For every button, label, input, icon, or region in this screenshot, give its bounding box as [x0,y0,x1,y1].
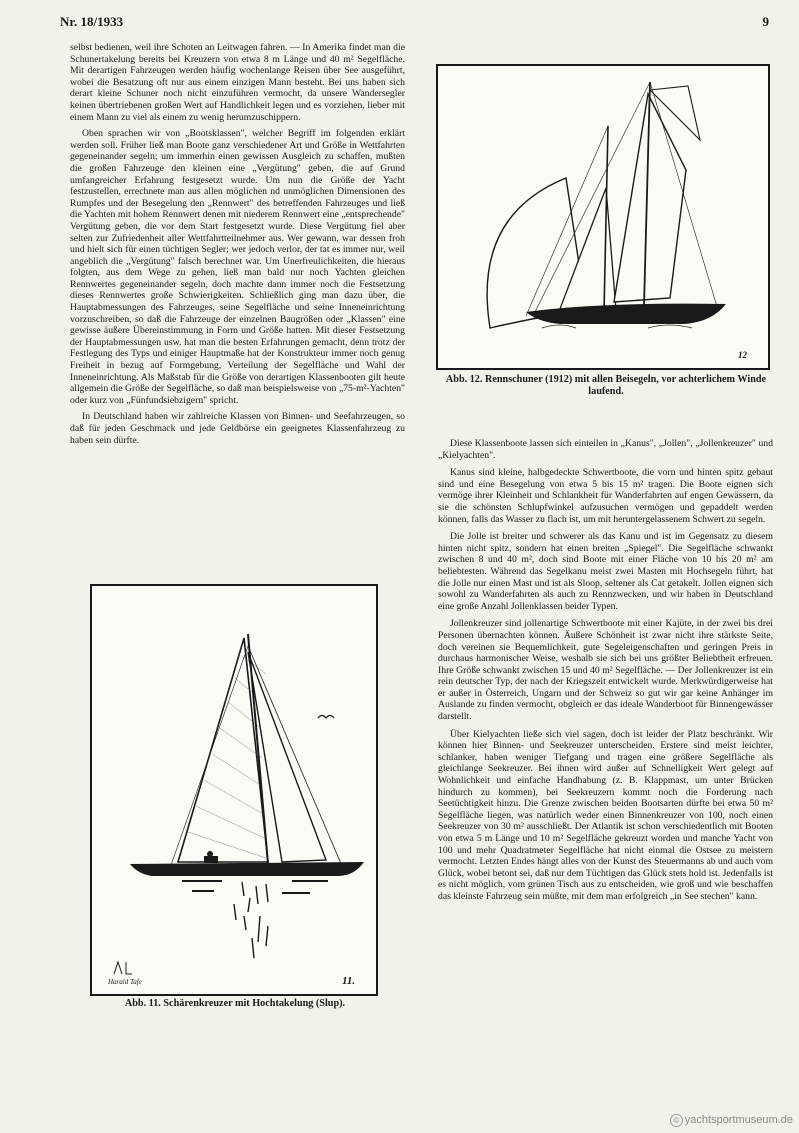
paragraph: In Deutschland haben wir zahlreiche Klassen von Binnen- und Seefahrzeugen, so daß für jeden Geschmack und jede Geldbörse ein geeignetes Klassenfahrzeug zu haben sein dürfte. [70,411,405,446]
left-column [70,42,405,451]
figure-11-caption: Abb. 11. Schärenkreuzer mit Hochtakelung (Slup). [124,998,346,1009]
mainsail [614,94,686,302]
figure-number: 11. [342,975,356,987]
schooner-drawing [438,66,768,368]
page-number: 9 [762,14,769,29]
figure-12-caption: Abb. 12. Rennschuner (1912) mit allen Beisegeln, vor achterlichem Winde laufend. [445,374,767,397]
figure-number: 12 [738,350,747,360]
paragraph: Diese Klassenboote lassen sich einteilen in „Kanus", „Jollen", „Jollenkreuzer" und „Kielyachten". [438,438,773,461]
artist-signature: Harald Tafe [108,978,142,986]
hull [130,862,364,876]
copyright-icon: © [670,1114,683,1127]
figure-12-schooner-illustration [436,64,770,370]
sloop-drawing [92,586,376,994]
artist-signature-mark [114,962,132,974]
paragraph: selbst bedienen, weil ihre Schoten an Leitwagen fahren. — In Amerika findet man die Schunertakelung bereits bei Kreuzern von etwa 8 m Länge und 40 m² Segelfläche. Mit derartigen Fahrzeugen werden häufig wochenlange Reisen über See ausgeführt, wobei die Besatzung oft nur aus einem einzigen Mann besteht. Bei uns haben sich derart kleine Schuner noch nicht einzuführen vermocht, da unsere Wandersegler keinen übertriebenen großen Wert auf Handlichkeit legen und es vorziehen, lieber mit einem Mann zu viel als einem zu wenig herumzuschippern. [70,42,405,123]
paragraph: Jollenkreuzer sind jollenartige Schwertboote mit einer Kajüte, in der zwei bis drei Personen übernachten können. Äußere Schönheit ist zwar nicht ihre stärkste Seite, doch vereinen sie Bequemlichkeit, gute Segeleigenschaften und geringen Preis in durchaus harmonischer Weise, weshalb sie sich bei uns größter Beliebtheit erfreuen. Ihre Größe schwankt zwischen 15 und 40 m² Segelfläche. — Der Jollenkreuzer ist ein rein deutscher Typ, der nach der Kriegszeit entwickelt wurde. Merkwürdigerweise hat er außer in Österreich, Ungarn und der Schweiz so gut wir gar keine Anhänger im Auslande zu finden vermocht, obgleich er das ideale Wanderboot für Binnengewässer darstellt. [438,618,773,723]
watermark [670,1114,793,1127]
water-ripples [182,880,328,894]
watermark-text: yachtsportmuseum.de [684,1114,793,1126]
right-column [438,438,773,909]
water-reflections [234,882,268,958]
issue-number: Nr. 18/1933 [60,14,124,29]
seagull [318,716,334,719]
paragraph: Die Jolle ist breiter und schwerer als das Kanu und ist im Gegensatz zu diesem hinten nicht spitz, sondern hat einen breiten „Spiegel". Die Segelfläche schwankt zwischen 8 und 40 m², doch sind Boote mit einer Fläche von 10 bis 20 m² am beliebtesten. Während das Segelkanu meist zwei Masten mit Hochsegeln führt, hat die Jolle nur einen Mast und ist als Sloop, seltener als Cat getakelt. Jollen eignen sich sowohl zu Wanderfahrten als auch zu Rennzwecken, und wir haben in Deutschland eine große Anzahl Jollenklassen beider Typen. [438,531,773,612]
paragraph: Kanus sind kleine, halbgedeckte Schwertboote, die vorn und hinten spitz gebaut sind und eine Besegelung von etwa 5 bis 15 m² tragen. Die Boote eignen sich vermöge ihrer Kleinheit und Schlankheit für Wanderfahrten auf engen Gewässern, da sie die schönsten Schlupfwinkel aufzusuchen vermögen und gepaddelt werden können, falls das Wasser zu flach ist, um mit heruntergelassenem Schwert zu segeln. [438,467,773,525]
paragraph: Oben sprachen wir von „Bootsklassen", welcher Begriff im folgenden erklärt werden soll. Früher ließ man Boote ganz verschiedener Art und Größe in Wettfahrten gegeneinander segeln; um immerhin einen gewissen Ausgleich zu schaffen, mußten die großen Fahrzeuge den kleinen eine „Vergütung" geben, die auf Grund umfangreicher Erfahrung festgesetzt wurde. Um nun die Größe der Yacht festzustellen, errechnete man aus allen möglichen nd unmöglichen Dimensionen des Rumpfes und der Besegelung den „Rennwert" des betreffenden Fahrzeuges und ließ die Yachten mit hohem Rennwert denen mit niederem Rennwert eine „entsprechende" Vergütung geben, die vor dem Start festgesetzt wurde. Diese Vergütung fiel aber selten zur Zufriedenheit aller Wettfahrtteilnehmer aus. Wer gewann, war dessen froh und hielt sich für einen tüchtigen Segler; wer jedoch verlor, der tat es immer nur, weil angeblich die „Vergütung" falsch berechnet war. Um Unerfreulichkeiten, die hieraus folgten, aus dem Wege zu gehen, ließ man bald nur noch Yachten gleichen Rennwertes gegeneinander segeln, doch machte dann immer noch die Festsetzung dieses Rennwertes große Schwierigkeiten. Schließlich ging man dazu über, die Hauptabmessungen des Fahrzeuges, seine Segelfläche und seine Inneneinrichtung vorzuschreiben, so daß die Fahrzeuge der einzelnen Baugrößen oder „Klassen" eine gewisse äußere Übereinstimmung in Form und Größe hatten. Mit dieser Festsetzung der Hauptabmessungen usw. hat man die besten Erfahrungen gemacht, denn trotz der Festlegung des Typs und einiger Hauptmaße hat der Konstrukteur immer noch genug Freiheit in bezug auf Formgebung, Verteilung der Segelfläche und Wahl der Inneneinrichtung. Als Maßstab für die Größe von derartigen Klassenbooten gilt heute allgemein die Größe der Segelfläche, so daß man beispielsweise von „75-m²-Yachten" oder kurz von „Fünfundsiebzigern" spricht. [70,128,405,406]
cockpit [204,856,218,863]
paragraph: Über Kielyachten ließe sich viel sagen, doch ist leider der Platz beschränkt. Wir können hier Binnen- und Seekreuzer unterscheiden. Erstere sind meist leichter, schlanker, haben weniger Tiefgang und tragen eine größere Segelfläche als gleichlange Seekreuzer. Bei ihnen wird außer auf Schnelligkeit Wert gelegt auf Wohnlichkeit und einfache Handhabung (z. B. Klappmast, um unter Brücken hindurch zu kommen), bei Seekreuzern kommt noch die Forderung nach Seetüchtigkeit hinzu. Die Grenze zwischen beiden Bootsarten dürfte bei etwa 50 m² Segelfläche liegen, was natürlich weder einen Binnenkreuzer von 100, noch einen Seekreuzer von 30 m² ausschließt. Der Atlantik ist schon verschiedentlich mit Booten von etwa 5 m Länge und 10 m² Segelfläche gekreuzt worden und manche Yacht von 100 und mehr Quadratmeter Segelfläche hat nicht einmal die Ostsee zu meistern vermocht. Letzten Endes hängt alles von der Kunst des Steuermanns ab und auch vom Glück, wobei betont sei, daß nur dem Tüchtigen das Glück stets hold ist. Jedenfalls ist es nicht möglich, vom grünen Tisch aus zu entscheiden, wie groß und wie beschaffen das kleinste Fahrzeug sein müßte, mit dem man erfolgreich „in See stechen" kann. [438,728,773,902]
figure-11-sloop-illustration [90,584,378,996]
page-header [60,14,769,34]
